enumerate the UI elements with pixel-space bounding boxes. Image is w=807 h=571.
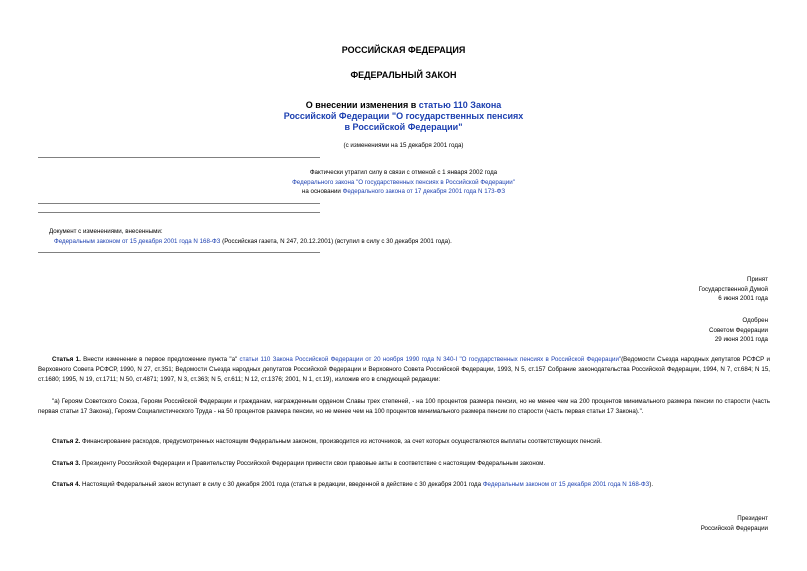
article-1-link[interactable]: статьи 110 Закона Российской Федерации от 20 ноября 1990 года N 340-I "О государственных пенсиях в Российской Федерации" [239,356,622,363]
article-3-label: Статья 3. [52,460,81,467]
doc-changes-suffix: (Российская газета, N 247, 20.12.2001) (вступил в силу с 30 декабря 2001 года). [220,238,452,245]
law-type-heading: ФЕДЕРАЛЬНЫЙ ЗАКОН [350,70,457,80]
title-link-law-end[interactable]: в Российской Федерации" [344,122,463,132]
quote-text: "а) Героям Советского Союза, Героям Российской Федерации и гражданам, награжденным орденом Славы трех степеней, - на 100 процентов размера пенсии, но не менее чем на 200 процентов минимального размера пенсии по старости (часть первая статьи 17 Закона), Героям Социалистического Труда - на 50 процентов размера пенсии, но не менее чем на 100 процентов минимального размера пенсии по старости (часть первая статьи 17 Закона).". [38,398,770,415]
lost-force-line1: Фактически утратил силу в связи с отменой с 1 января 2002 года [309,169,498,176]
title-link-law[interactable]: Российской Федерации "О государственных пенсиях [283,111,524,121]
adopted-line2: Государственной Думой [698,285,768,293]
doc-changes-link[interactable]: Федеральным законом от 15 декабря 2001 года N 168-ФЗ [54,238,221,245]
divider [38,212,320,213]
title-prefix: О внесении изменения в [305,100,419,110]
article-4-link[interactable]: Федеральным законом от 15 декабря 2001 года N 168-ФЗ [482,481,650,488]
adopted-line1: Принят [747,276,768,283]
signature-line2: Российской Федерации [700,524,768,532]
article-1-label: Статья 1. [52,356,81,363]
article-4-text1: Настоящий Федеральный закон вступает в силу с 30 декабря 2001 года (статья в редакции, введенной в действие с 30 декабря 2001 года [80,481,483,488]
article-4 [38,480,770,490]
signature-line1: Президент [737,515,768,522]
country-heading: РОССИЙСКАЯ ФЕДЕРАЦИЯ [341,45,466,55]
article-1-text1: Внести изменение в первое предложение пункта "а" [80,356,240,363]
divider [38,157,320,158]
article-2 [38,437,770,447]
approved-line1: Одобрен [742,317,768,324]
approved-line2: Советом Федерации [709,326,768,334]
article-1-text2: (Ведомости Съезда народных депутатов РСФСР и Верховного Совета РСФСР, 1990, N 27, ст.351; Ведомости Съезда народных депутатов Российской Федерации и Верховного Совета Российской Федерации, 1993, N 5, ст.157 Собрание законодательства Российской Федерации, 1994, N 7, ст.684; N 15, ст.1680; 1995, N 19, ст.1711; N 50, ст.4871; 1997, N 3, ст.363; N 5, ст.611; N 12, ст.1376; 2001, N 1, ст.19), изложив его в следующей редакции: [38,356,771,383]
amendment-note: (с изменениями на 15 декабря 2001 года) [343,142,464,149]
article-2-label: Статья 2. [52,438,81,445]
article-1 [38,355,770,385]
doc-changes-label: Документ с изменениями, внесенными: [49,228,163,235]
article-1-quote [38,397,770,417]
law-title [0,100,807,133]
article-3 [38,459,770,469]
lost-force-link-fz173[interactable]: Федерального закона от 17 декабря 2001 года N 173-ФЗ [342,188,506,195]
title-link-article[interactable]: статью 110 Закона [418,100,502,110]
lost-force-block [0,168,807,197]
doc-changes-line [54,237,774,247]
lost-force-prefix: на основании [301,188,343,195]
adopted-line3: 6 июня 2001 года [718,295,768,302]
signature-block [500,514,768,533]
title-line-1 [0,100,807,111]
article-3-text: Президенту Российской Федерации и Правительству Российской Федерации привести свои правовые акты в соответствие с настоящим Федеральным законом. [80,460,546,467]
approved-line3: 29 июня 2001 года [714,336,768,343]
adopted-block [500,275,768,304]
approved-block [500,316,768,345]
article-4-text2: ). [649,481,654,488]
lost-force-link-law[interactable]: Федерального закона "О государственных пенсиях в Российской Федерации" [292,178,515,186]
article-2-text: Финансирование расходов, предусмотренных настоящим Федеральным законом, производится из источников, за счет которых осуществляются выплаты соответствующих пенсий. [80,438,602,445]
divider [38,252,320,253]
article-4-label: Статья 4. [52,481,81,488]
lost-force-line3 [0,187,807,197]
divider [38,203,320,204]
